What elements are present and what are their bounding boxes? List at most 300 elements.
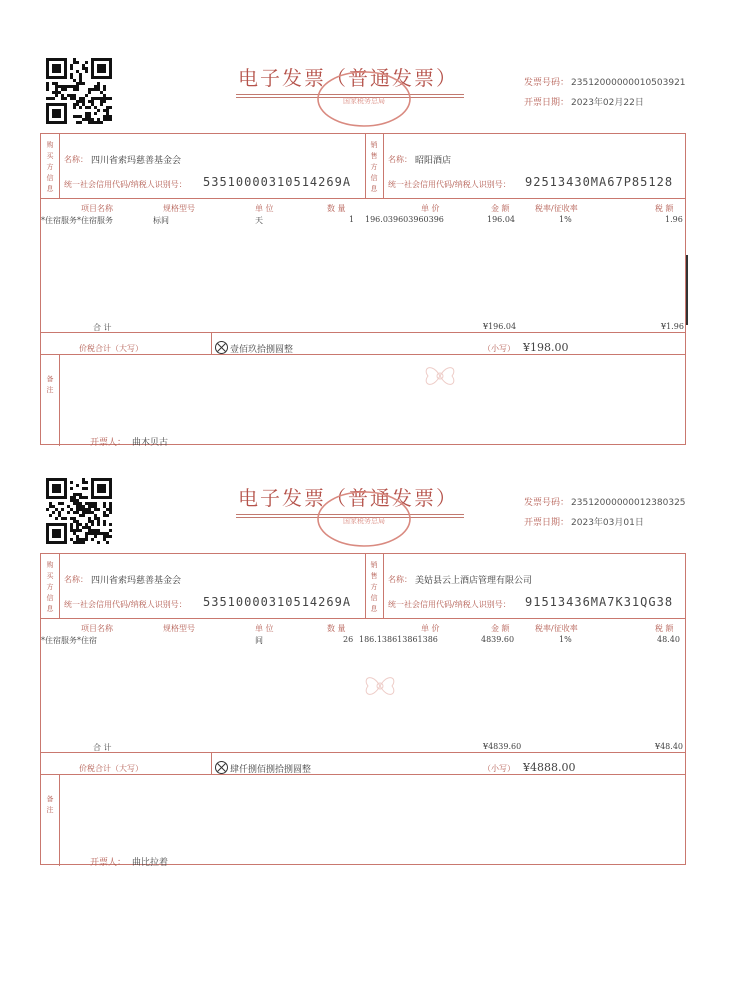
qr-module <box>55 94 58 97</box>
seller-name: 美姑县云上酒店管理有限公司 <box>415 576 533 586</box>
qr-module <box>88 517 91 520</box>
qr-module <box>94 106 97 109</box>
col-unit: 单 位 <box>255 204 274 213</box>
qr-module <box>94 535 97 538</box>
qr-module <box>88 508 91 511</box>
qr-module <box>106 541 109 544</box>
qr-module <box>76 85 79 88</box>
qr-module <box>103 502 106 505</box>
item-name: *住宿服务*住宿 <box>41 636 97 645</box>
qr-module <box>91 121 94 124</box>
seller-name-label: 名称： <box>388 575 412 584</box>
buyer-side-label: 购买方信息 <box>46 141 54 193</box>
col-unit: 单 位 <box>255 624 274 633</box>
col-rate: 税率/征收率 <box>535 624 578 633</box>
qr-module <box>79 79 82 82</box>
qr-module <box>97 109 100 112</box>
qr-module <box>70 85 73 88</box>
qr-module <box>88 118 91 121</box>
qr-module <box>52 505 55 508</box>
qr-module <box>82 97 85 100</box>
qr-module <box>97 88 100 91</box>
qr-module <box>61 94 64 97</box>
item-qty: 1 <box>349 215 355 224</box>
qr-module <box>70 76 73 79</box>
qr-module <box>79 538 82 541</box>
qr-module <box>46 97 49 100</box>
qr-module <box>70 523 73 526</box>
item-price: 186.138613861386 <box>359 635 438 644</box>
qr-module <box>85 67 88 70</box>
qr-module <box>88 91 91 94</box>
qr-module <box>79 115 82 118</box>
qr-module <box>82 496 85 499</box>
qr-module <box>58 91 61 94</box>
qr-module <box>82 478 85 481</box>
qr-module <box>76 100 79 103</box>
qr-module <box>94 514 97 517</box>
invoice-number-value: 23512000000012380325 <box>571 498 686 508</box>
divider <box>41 774 685 775</box>
qr-finder <box>52 529 61 538</box>
qr-module <box>73 520 76 523</box>
qr-module <box>76 505 79 508</box>
divider <box>59 354 60 446</box>
col-tax: 税 额 <box>655 204 674 213</box>
qr-module <box>103 532 106 535</box>
qr-module <box>109 502 112 505</box>
qr-module <box>106 106 109 109</box>
qr-module <box>103 514 106 517</box>
qr-module <box>109 106 112 109</box>
qr-module <box>82 82 85 85</box>
qr-module <box>85 106 88 109</box>
qr-module <box>70 529 73 532</box>
item-unit: 间 <box>255 636 263 645</box>
qr-module <box>82 508 85 511</box>
qr-module <box>46 82 49 85</box>
qr-module <box>106 514 109 517</box>
qr-module <box>106 532 109 535</box>
qr-module <box>64 97 67 100</box>
qr-module <box>103 523 106 526</box>
seller-side-label: 销售方信息 <box>370 561 378 613</box>
qr-module <box>73 511 76 514</box>
qr-module <box>103 115 106 118</box>
total-amount: ¥196.04 <box>483 322 517 331</box>
qr-module <box>76 499 79 502</box>
item-tax: 1.96 <box>665 215 683 224</box>
qr-module <box>91 520 94 523</box>
qr-module <box>91 511 94 514</box>
qr-module <box>76 520 79 523</box>
qr-module <box>79 82 82 85</box>
qr-module <box>82 511 85 514</box>
qr-module <box>52 82 55 85</box>
qr-module <box>70 496 73 499</box>
qr-module <box>91 118 94 121</box>
qr-module <box>46 85 49 88</box>
qr-module <box>109 115 112 118</box>
qr-module <box>103 511 106 514</box>
qr-module <box>73 103 76 106</box>
qr-module <box>88 526 91 529</box>
qr-module <box>94 85 97 88</box>
qr-module <box>61 517 64 520</box>
divider <box>59 134 60 198</box>
qr-module <box>82 505 85 508</box>
col-spec: 规格型号 <box>163 204 195 213</box>
invoice-date-label: 开票日期： <box>524 98 570 108</box>
qr-module <box>85 523 88 526</box>
col-spec: 规格型号 <box>163 624 195 633</box>
buyer-side-label: 购买方信息 <box>46 561 54 613</box>
buyer-tax-label: 统一社会信用代码/纳税人识别号： <box>64 180 187 189</box>
qr-module <box>109 529 112 532</box>
qr-module <box>85 532 88 535</box>
qr-module <box>88 115 91 118</box>
qr-module <box>103 538 106 541</box>
seller-name-label: 名称： <box>388 155 412 164</box>
qr-finder <box>52 484 61 493</box>
qr-module <box>85 526 88 529</box>
qr-module <box>100 97 103 100</box>
qr-module <box>88 88 91 91</box>
col-price: 单 价 <box>421 624 440 633</box>
qr-module <box>76 535 79 538</box>
qr-module <box>49 97 52 100</box>
qr-module <box>76 61 79 64</box>
buyer-name: 四川省索玛慈善基金会 <box>91 576 182 586</box>
qr-module <box>73 529 76 532</box>
divider <box>211 332 212 354</box>
flower-watermark-icon <box>358 668 402 704</box>
qr-module <box>73 61 76 64</box>
col-qty: 数 量 <box>327 204 346 213</box>
qr-module <box>70 508 73 511</box>
qr-module <box>106 508 109 511</box>
invoice-date <box>524 95 644 108</box>
qr-module <box>97 520 100 523</box>
buyer-tax-label: 统一社会信用代码/纳税人识别号： <box>64 600 187 609</box>
col-item: 项目名称 <box>81 204 113 213</box>
qr-module <box>91 100 94 103</box>
col-qty: 数 量 <box>327 624 346 633</box>
qr-module <box>73 496 76 499</box>
qr-module <box>103 109 106 112</box>
qr-module <box>58 502 61 505</box>
circle-x-icon <box>215 341 228 354</box>
issuer-name: 曲比拉着 <box>132 858 169 868</box>
qr-module <box>97 529 100 532</box>
qr-module <box>61 502 64 505</box>
col-amount: 金 额 <box>491 624 510 633</box>
small-total-label: （小写） <box>483 344 515 353</box>
total-label: 合 计 <box>93 323 112 332</box>
qr-module <box>94 112 97 115</box>
col-item: 项目名称 <box>81 624 113 633</box>
invoice-title: 电子发票（普通发票） <box>238 66 458 90</box>
qr-module <box>73 541 76 544</box>
invoice-date <box>524 515 644 528</box>
invoice-number <box>524 75 686 88</box>
qr-module <box>88 502 91 505</box>
qr-module <box>55 91 58 94</box>
qr-module <box>82 103 85 106</box>
qr-module <box>97 517 100 520</box>
qr-module <box>55 508 58 511</box>
qr-module <box>97 121 100 124</box>
qr-module <box>94 532 97 535</box>
qr-code-icon <box>46 58 112 124</box>
qr-module <box>85 481 88 484</box>
qr-module <box>103 118 106 121</box>
qr-module <box>106 112 109 115</box>
qr-module <box>97 82 100 85</box>
qr-module <box>76 538 79 541</box>
qr-module <box>70 73 73 76</box>
qr-module <box>106 535 109 538</box>
divider <box>41 618 685 619</box>
item-rate: 1% <box>559 215 572 224</box>
qr-module <box>103 94 106 97</box>
qr-module <box>73 502 76 505</box>
qr-module <box>79 121 82 124</box>
qr-module <box>85 496 88 499</box>
qr-module <box>79 523 82 526</box>
seller-tax-id: 91513436MA7K31QG38 <box>525 595 674 609</box>
seal-text: 国家税务总局 <box>343 517 385 525</box>
item-qty: 26 <box>343 635 354 644</box>
qr-module <box>82 541 85 544</box>
issuer <box>90 855 168 868</box>
qr-module <box>91 538 94 541</box>
qr-module <box>61 97 64 100</box>
qr-module <box>76 115 79 118</box>
qr-module <box>97 85 100 88</box>
qr-module <box>46 508 49 511</box>
invoice-number-label: 发票号码： <box>524 498 570 508</box>
issuer-name: 曲木贝古 <box>132 438 169 448</box>
qr-module <box>91 505 94 508</box>
qr-module <box>88 112 91 115</box>
qr-module <box>70 487 73 490</box>
qr-module <box>67 85 70 88</box>
seller-tax-label: 统一社会信用代码/纳税人识别号： <box>388 180 511 189</box>
qr-module <box>70 97 73 100</box>
qr-module <box>103 97 106 100</box>
qr-module <box>79 97 82 100</box>
qr-module <box>79 76 82 79</box>
qr-module <box>94 517 97 520</box>
qr-module <box>67 505 70 508</box>
buyer-tax-id: 53510000310514269A <box>203 175 352 189</box>
qr-module <box>61 508 64 511</box>
item-amount: 4839.60 <box>481 635 515 644</box>
qr-module <box>100 91 103 94</box>
divider <box>41 198 685 199</box>
grand-total-words <box>215 341 293 355</box>
qr-module <box>94 508 97 511</box>
qr-module <box>79 106 82 109</box>
qr-module <box>88 520 91 523</box>
buyer-tax-id: 53510000310514269A <box>203 595 352 609</box>
divider <box>41 332 685 333</box>
qr-module <box>58 511 61 514</box>
qr-module <box>91 529 94 532</box>
qr-module <box>109 523 112 526</box>
qr-module <box>64 85 67 88</box>
qr-module <box>52 91 55 94</box>
qr-module <box>97 523 100 526</box>
qr-module <box>76 82 79 85</box>
divider <box>59 554 60 618</box>
qr-module <box>79 514 82 517</box>
col-tax: 税 额 <box>655 624 674 633</box>
qr-module <box>85 502 88 505</box>
qr-module <box>55 517 58 520</box>
qr-module <box>76 493 79 496</box>
qr-module <box>109 508 112 511</box>
seal-text: 国家税务总局 <box>343 97 385 105</box>
qr-module <box>52 97 55 100</box>
item-price: 196.039603960396 <box>365 215 444 224</box>
qr-module <box>73 532 76 535</box>
qr-module <box>85 508 88 511</box>
qr-module <box>79 508 82 511</box>
qr-module <box>67 94 70 97</box>
qr-module <box>58 85 61 88</box>
qr-module <box>73 88 76 91</box>
qr-module <box>106 115 109 118</box>
qr-module <box>79 541 82 544</box>
qr-module <box>106 118 109 121</box>
issuer-label: 开票人： <box>90 858 127 868</box>
invoice-number <box>524 495 686 508</box>
qr-module <box>103 85 106 88</box>
qr-module <box>49 514 52 517</box>
total-tax: ¥1.96 <box>661 322 684 331</box>
seller-name: 昭阳酒店 <box>415 156 452 166</box>
qr-module <box>91 532 94 535</box>
qr-module <box>94 97 97 100</box>
qr-module <box>52 511 55 514</box>
qr-module <box>88 121 91 124</box>
qr-finder <box>52 109 61 118</box>
divider <box>211 752 212 774</box>
qr-finder <box>97 64 106 73</box>
invoice-table <box>40 133 686 445</box>
qr-module <box>91 88 94 91</box>
qr-module <box>106 109 109 112</box>
qr-module <box>79 496 82 499</box>
qr-module <box>88 529 91 532</box>
qr-module <box>73 106 76 109</box>
qr-module <box>85 118 88 121</box>
qr-module <box>103 100 106 103</box>
remark-label: 备注 <box>46 375 54 394</box>
buyer-name-label: 名称： <box>64 575 88 584</box>
qr-module <box>97 532 100 535</box>
divider <box>365 134 366 198</box>
scan-edge-mark <box>686 255 688 325</box>
qr-module <box>70 94 73 97</box>
qr-module <box>109 118 112 121</box>
qr-module <box>49 502 52 505</box>
qr-module <box>106 97 109 100</box>
divider <box>365 554 366 618</box>
qr-module <box>88 532 91 535</box>
qr-module <box>55 82 58 85</box>
qr-module <box>70 526 73 529</box>
item-spec: 标间 <box>153 216 169 225</box>
qr-module <box>91 523 94 526</box>
qr-module <box>79 502 82 505</box>
invoice-table <box>40 553 686 865</box>
qr-module <box>94 505 97 508</box>
qr-module <box>73 85 76 88</box>
qr-module <box>82 481 85 484</box>
qr-module <box>73 115 76 118</box>
qr-module <box>88 100 91 103</box>
qr-module <box>97 541 100 544</box>
qr-module <box>70 481 73 484</box>
qr-module <box>109 535 112 538</box>
qr-module <box>79 73 82 76</box>
qr-module <box>103 88 106 91</box>
grand-total-number: ¥198.00 <box>523 341 569 354</box>
qr-module <box>76 529 79 532</box>
col-amount: 金 额 <box>491 204 510 213</box>
seller-tax-id: 92513430MA67P85128 <box>525 175 674 189</box>
qr-module <box>76 103 79 106</box>
qr-module <box>73 79 76 82</box>
qr-module <box>103 535 106 538</box>
grand-total-label: 价税合计（大写） <box>79 764 143 773</box>
issuer <box>90 435 168 448</box>
qr-module <box>82 514 85 517</box>
qr-module <box>79 493 82 496</box>
item-amount: 196.04 <box>487 215 515 224</box>
qr-module <box>97 118 100 121</box>
qr-module <box>61 88 64 91</box>
grand-total-words-text: 肆仟捌佰捌拾捌圆整 <box>230 765 312 775</box>
qr-code-icon <box>46 478 112 544</box>
qr-module <box>76 484 79 487</box>
qr-module <box>85 61 88 64</box>
tax-bureau-seal <box>316 490 412 548</box>
qr-module <box>103 505 106 508</box>
invoice-date-label: 开票日期： <box>524 518 570 528</box>
qr-module <box>70 538 73 541</box>
qr-module <box>76 508 79 511</box>
qr-module <box>85 112 88 115</box>
qr-module <box>70 499 73 502</box>
qr-module <box>85 70 88 73</box>
qr-module <box>76 511 79 514</box>
item-unit: 天 <box>255 216 263 225</box>
qr-module <box>76 523 79 526</box>
qr-module <box>97 97 100 100</box>
divider <box>59 774 60 866</box>
qr-module <box>82 487 85 490</box>
qr-module <box>82 100 85 103</box>
invoice-number-value: 23512000000010503921 <box>571 78 686 88</box>
qr-module <box>73 517 76 520</box>
qr-module <box>76 121 79 124</box>
qr-module <box>82 538 85 541</box>
grand-total-words-text: 壹佰玖拾捌圆整 <box>230 345 294 355</box>
